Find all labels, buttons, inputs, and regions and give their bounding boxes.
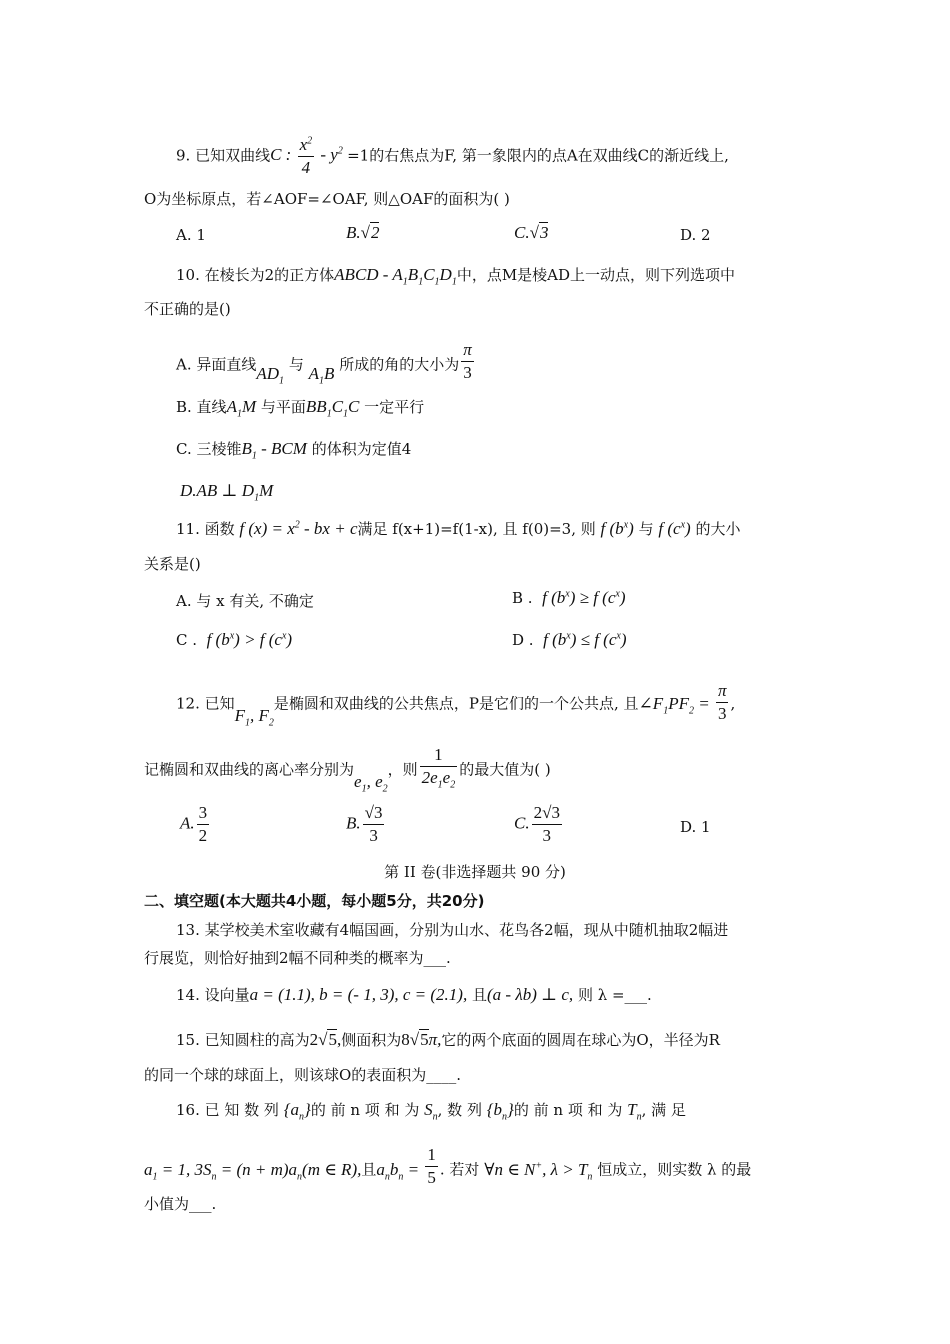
q13-line2: 行展览，则恰好抽到2幅不同种类的概率为___. <box>144 949 451 967</box>
q12-option-c: C. $\frac{2√3}{3}$ <box>514 803 560 845</box>
q11-d-label: D . <box>512 631 534 649</box>
q10-d-label: D. <box>180 481 197 500</box>
q13-line1: 13. 某学校美术室收藏有4幅国画，分别为山水、花鸟各2幅，现从中随机抽取2幅进 <box>176 921 729 939</box>
q15-line1: 15. 已知圆柱的高为2√5,侧面积为8√5π,它的两个底面的圆周在球心为O，半径为R <box>176 1030 720 1049</box>
q12-line2: 记椭圆和双曲线的离心率分别为$e_1$, $e_2$，则 $\frac{1}{2e_1e_2}$ 的最大值为( ) <box>144 745 551 794</box>
q11-c-label: C . <box>176 631 198 649</box>
q10-cube-label: ABCD - $A_1B_1C_1D_1$ <box>334 265 457 288</box>
q9-option-d: D. 2 <box>680 226 711 244</box>
q12-a-label: A. <box>180 813 195 833</box>
q10-option-d: D.AB ⊥ $D_1M$ <box>180 481 274 504</box>
q12-option-d: D. 1 <box>680 818 711 836</box>
q12-c-label: C. <box>514 813 530 833</box>
q10-a-text: A. 异面直线 <box>176 355 257 374</box>
q11-option-b: B . f $(b^x) \ge f$ $(c^x)$ <box>512 588 626 607</box>
q11-line1: 11. 函数 f $(x) = x^2$ - bx + c满足 f(x+1)=f(1-x), 且 f(0)=3, 则 f $(b^x)$ 与 f $(c^x)$ 的大小 <box>176 519 741 538</box>
q16-text-d: 的 前 n 项 和 为 <box>513 1101 623 1119</box>
q12-text: 12. 已知 <box>176 694 235 713</box>
q16-text-c: , 数 列 <box>437 1101 482 1119</box>
q16-line3: 小值为___. <box>144 1195 217 1213</box>
q11-line2: 关系是() <box>144 555 201 573</box>
q9-text: 9. 已知双曲线 <box>176 146 271 165</box>
q14-suffix: 则 λ =___. <box>577 986 652 1004</box>
q11-option-c: C . f $(b^x) > f$ $(c^x)$ <box>176 630 293 649</box>
q10-line1 <box>176 264 735 286</box>
q12-line1: 12. 已知$F_1$, $F_2$是椭圆和双曲线的公共焦点，P是它们的一个公共点, 且$\angle F_1PF_2$ = $\frac{\pi}{3}$ , <box>176 681 736 728</box>
q12-text-3: 记椭圆和双曲线的离心率分别为 <box>144 760 355 779</box>
q9-text-2: =1的右焦点为F, 第一象限内的点A在双曲线C的渐近线上, <box>347 146 729 165</box>
q11-text-3: 的大小 <box>695 520 741 538</box>
q10-a-with: 与 <box>288 355 304 374</box>
q10-text-2: 中，点M是棱AD上一动点，则下列选项中 <box>456 266 736 284</box>
q15-text: 15. 已知圆柱的高为 <box>176 1031 310 1049</box>
q12-option-b: B. $\frac{√3}{3}$ <box>346 803 383 845</box>
q14-text: 14. 设向量 <box>176 986 250 1004</box>
q9-option-c-label: C. <box>514 223 530 242</box>
q12-option-a: A. $\frac{3}{2}$ <box>180 803 208 845</box>
q16-text-a: 16. 已 知 数 列 <box>176 1101 279 1119</box>
q11-text-2: 满足 f(x+1)=f(1-x), 且 f(0)=3, 则 <box>357 520 596 538</box>
q12-comma: , <box>730 694 736 713</box>
q10-option-c: C. 三棱锥$B_1$ - BCM 的体积为定值4 <box>176 439 412 462</box>
q11-option-d: D . f $(b^x) \le f$ $(c^x)$ <box>512 630 627 649</box>
q10-a-suffix: 所成的角的大小为 <box>339 355 460 374</box>
q16-text-b: 的 前 n 项 和 为 <box>310 1101 420 1119</box>
q14-line: 14. 设向量a = (1.1), b = (- 1, 3), c = (2.1), 且(a - λb) ⊥ c, 则 λ =___. <box>176 985 652 1004</box>
q12-b-label: B. <box>346 813 361 833</box>
q10-b-mid: 与平面 <box>260 398 306 416</box>
q15-text-3: 它的两个底面的圆周在球心为O，半径为R <box>441 1031 720 1049</box>
q12-text-4: ，则 <box>387 760 418 779</box>
q14-and: 且 <box>472 986 488 1004</box>
volume-title: 第 II 卷(非选择题共 90 分) <box>384 863 566 881</box>
q10-b-suffix: 一定平行 <box>364 398 425 416</box>
q15-text-2: 侧面积为 <box>341 1031 402 1049</box>
q10-option-a: A. 异面直线$AD_1$ 与 $A_1B$ 所成的角的大小为 $\frac{\pi}{3}$ <box>176 340 472 386</box>
q16-text-f: 恒成立，则实数 λ 的最 <box>597 1160 752 1179</box>
q11-and: 与 <box>638 520 654 538</box>
q10-b-text: B. 直线 <box>176 398 227 416</box>
q12-text-2: 是椭圆和双曲线的公共焦点，P是它们的一个公共点, 且 <box>273 694 639 713</box>
q16-line2: $a_1 = 1$, $3S_n = (n + m)a_n(m$ ∈ R),且$a_nb_n$ = $\frac{1}{5}$ . 若对 ∀n ∈ N+, $\lambda > T_n$ 恒成立，则实数 λ 的最 <box>144 1145 752 1187</box>
q9-line2: O为坐标原点，若∠AOF=∠OAF, 则△OAF的面积为( ) <box>144 190 510 208</box>
q9-option-b: B.√2 <box>346 223 380 242</box>
q10-line2: 不正确的是() <box>144 300 231 318</box>
q9-line1 <box>176 134 729 179</box>
q10-option-b: B. 直线$A_1M$ 与平面$BB_1C_1C$ 一定平行 <box>176 397 425 420</box>
section-heading: 二、填空题(本大题共4小题，每小题5分，共20分) <box>144 892 485 910</box>
q12-text-5: 的最大值为( ) <box>459 760 551 779</box>
q11-text: 11. 函数 <box>176 520 235 538</box>
q16-text-e: , 满 足 <box>641 1101 686 1119</box>
q16-if: . 若对 <box>439 1160 480 1179</box>
q9-hyperbola-eq: C : $\frac{x^2}{4}$ - $y^2$ <box>270 135 343 177</box>
q9-option-c: C.√3 <box>514 223 549 242</box>
q9-option-a: A. 1 <box>176 226 206 244</box>
q16-and: 且 <box>361 1160 377 1179</box>
q16-line1: 16. 已 知 数 列 $\{a_n\}$的 前 n 项 和 为 $S_n$, 数 列 $\{b_n\}$的 前 n 项 和 为 $T_n$, 满 足 <box>176 1100 686 1123</box>
q11-b-label: B . <box>512 589 533 607</box>
q9-option-b-label: B. <box>346 223 361 242</box>
q15-line2: 的同一个球的球面上，则该球O的表面积为____. <box>144 1066 462 1084</box>
q11-option-a: A. 与 x 有关, 不确定 <box>176 592 314 610</box>
q10-text: 10. 在棱长为2的正方体 <box>176 266 335 284</box>
q10-c-text: C. 三棱锥 <box>176 440 242 458</box>
q10-c-suffix: 的体积为定值4 <box>311 440 412 458</box>
